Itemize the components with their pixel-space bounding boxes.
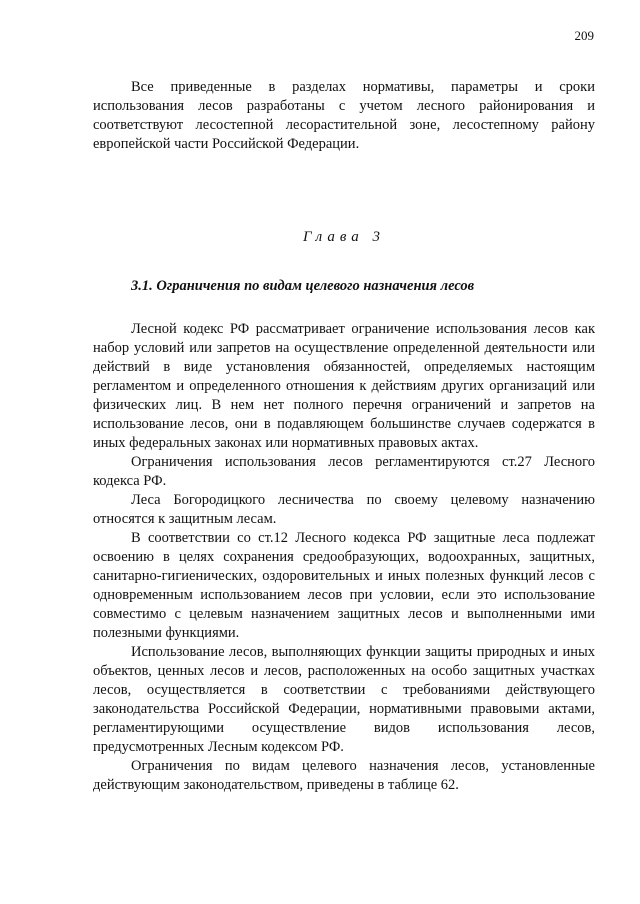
body-paragraph: Лесной кодекс РФ рассматривает ограничение использования лесов как набор условий или запретов на осуществление определенной деятельности или действий в виде установления обязанностей, определяемых настоящим регламентом и определенного отношения к действиям других организаций или физических лиц. В нем нет полного перечня ограничений и запретов на использование лесов, они в подавляющем большинстве случаев содержатся в иных федеральных законах или нормативных правовых актах. bbox=[93, 321, 595, 451]
body-paragraph: Использование лесов, выполняющих функции защиты природных и иных объектов, ценных лесов и лесов, расположенных на особо защитных участках лесов, осуществляется в соответствии с требованиями действующего законодательства Российской Федерации, нормативными правовыми актами, регламентирующими осуществление видов использования лесов, предусмотренных Лесным кодексом РФ. bbox=[93, 644, 595, 755]
body-paragraph: Ограничения по видам целевого назначения лесов, установленные действующим законодательством, приведены в таблице 62. bbox=[93, 758, 595, 793]
chapter-heading: Глава 3 bbox=[302, 229, 386, 245]
page-content bbox=[93, 78, 595, 795]
body-paragraph: В соответствии со ст.12 Лесного кодекса РФ защитные леса подлежат освоению в целях сохранения средообразующих, водоохранных, защитных, санитарно-гигиенических, оздоровительных и иных полезных функций лесов с одновременным использованием лесов при условии, если это использование совместимо с целевым назначением защитных лесов и выполненными ими полезными функциями. bbox=[93, 530, 595, 641]
section-title: 3.1. Ограничения по видам целевого назначения лесов bbox=[131, 278, 475, 294]
page-number: 209 bbox=[574, 28, 594, 43]
body-paragraph: Ограничения использования лесов регламентируются ст.27 Лесного кодекса РФ. bbox=[93, 454, 595, 489]
intro-paragraph: Все приведенные в разделах нормативы, параметры и сроки использования лесов разработаны с учетом лесного районирования и соответствуют лесостепной лесорастительной зоне, лесостепному району европейской части Российской Федерации. bbox=[93, 79, 595, 152]
body-paragraph: Леса Богородицкого лесничества по своему целевому назначению относятся к защитным лесам. bbox=[93, 492, 595, 527]
